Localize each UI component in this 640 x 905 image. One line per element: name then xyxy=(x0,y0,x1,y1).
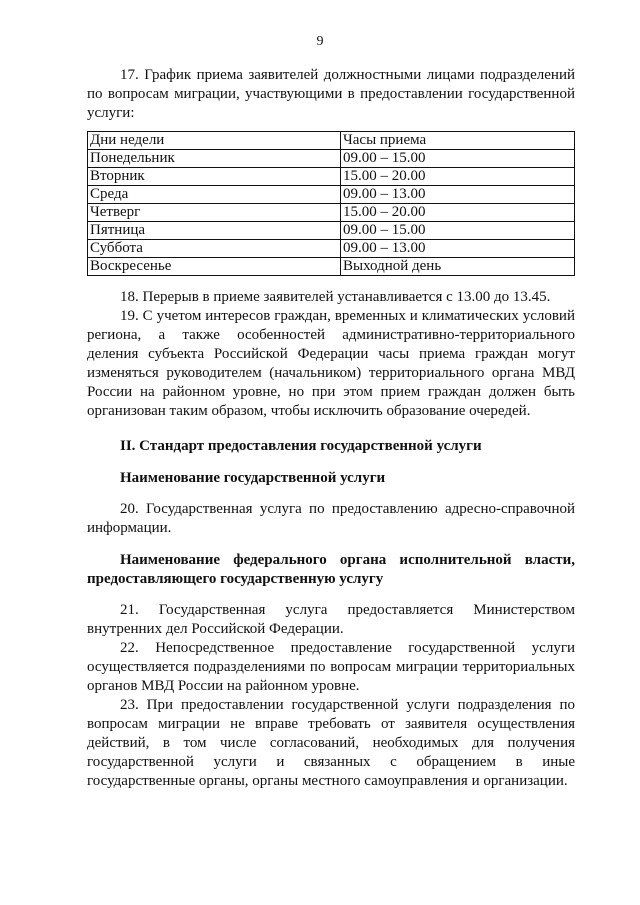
paragraph-18: 18. Перерыв в приеме заявителей устанавливается с 13.00 до 13.45. xyxy=(120,289,551,305)
paragraph-20: 20. Государственная услуга по предоставлению адресно-справочной информации. xyxy=(87,501,575,536)
table-row xyxy=(88,186,575,204)
table-row xyxy=(88,258,575,276)
cell-hours: 09.00 – 15.00 xyxy=(341,222,575,240)
cell-hours: 09.00 – 13.00 xyxy=(341,186,575,204)
cell-hours: 09.00 – 15.00 xyxy=(341,150,575,168)
section-title: II. Стандарт предоставления государственной услуги xyxy=(120,438,482,454)
table-row xyxy=(88,150,575,168)
table-header-row xyxy=(88,132,575,150)
paragraph-19: 19. С учетом интересов граждан, временных и климатических условий региона, а также особенностей административно-территориального деления субъекта Российской Федерации часы приема граждан могут изменяться руководителем (начальником) территориального органа МВД России на районном уровне, но при этом прием граждан должен быть организован таким образом, чтобы исключить образование очередей. xyxy=(87,308,575,419)
document-body xyxy=(87,66,575,791)
heading-federal-body: Наименование федерального органа исполнительной власти, предоставляющего государственную услугу xyxy=(87,552,575,587)
table-row xyxy=(88,168,575,186)
reception-schedule-table xyxy=(87,131,575,276)
header-weekday: Дни недели xyxy=(88,132,341,150)
paragraph-23: 23. При предоставлении государственной услуги подразделения по вопросам миграции не вправе требовать от заявителя осуществления действий, в том числе согласований, необходимых для получения государственной услуги и связанных с обращением в иные государственные органы, органы местного самоуправления и организации. xyxy=(87,697,575,789)
table-row xyxy=(88,240,575,258)
paragraph-21: 21. Государственная услуга предоставляется Министерством внутренних дел Российской Федерации. xyxy=(87,602,575,637)
cell-weekday: Понедельник xyxy=(88,150,341,168)
paragraph-17: 17. График приема заявителей должностными лицами подразделений по вопросам миграции, участвующими в предоставлении государственной услуги: xyxy=(87,67,575,121)
table-row xyxy=(88,222,575,240)
page-number: 9 xyxy=(316,34,324,49)
header-hours: Часы приема xyxy=(341,132,575,150)
cell-weekday: Пятница xyxy=(88,222,341,240)
cell-hours: Выходной день xyxy=(341,258,575,276)
cell-weekday: Воскресенье xyxy=(88,258,341,276)
cell-weekday: Вторник xyxy=(88,168,341,186)
cell-hours: 15.00 – 20.00 xyxy=(341,204,575,222)
heading-service-name: Наименование государственной услуги xyxy=(120,470,386,486)
cell-weekday: Среда xyxy=(88,186,341,204)
paragraph-22: 22. Непосредственное предоставление государственной услуги осуществляется подразделениями по вопросам миграции территориальных органов МВД России на районном уровне. xyxy=(87,640,575,694)
cell-hours: 15.00 – 20.00 xyxy=(341,168,575,186)
cell-weekday: Суббота xyxy=(88,240,341,258)
cell-weekday: Четверг xyxy=(88,204,341,222)
cell-hours: 09.00 – 13.00 xyxy=(341,240,575,258)
table-row xyxy=(88,204,575,222)
